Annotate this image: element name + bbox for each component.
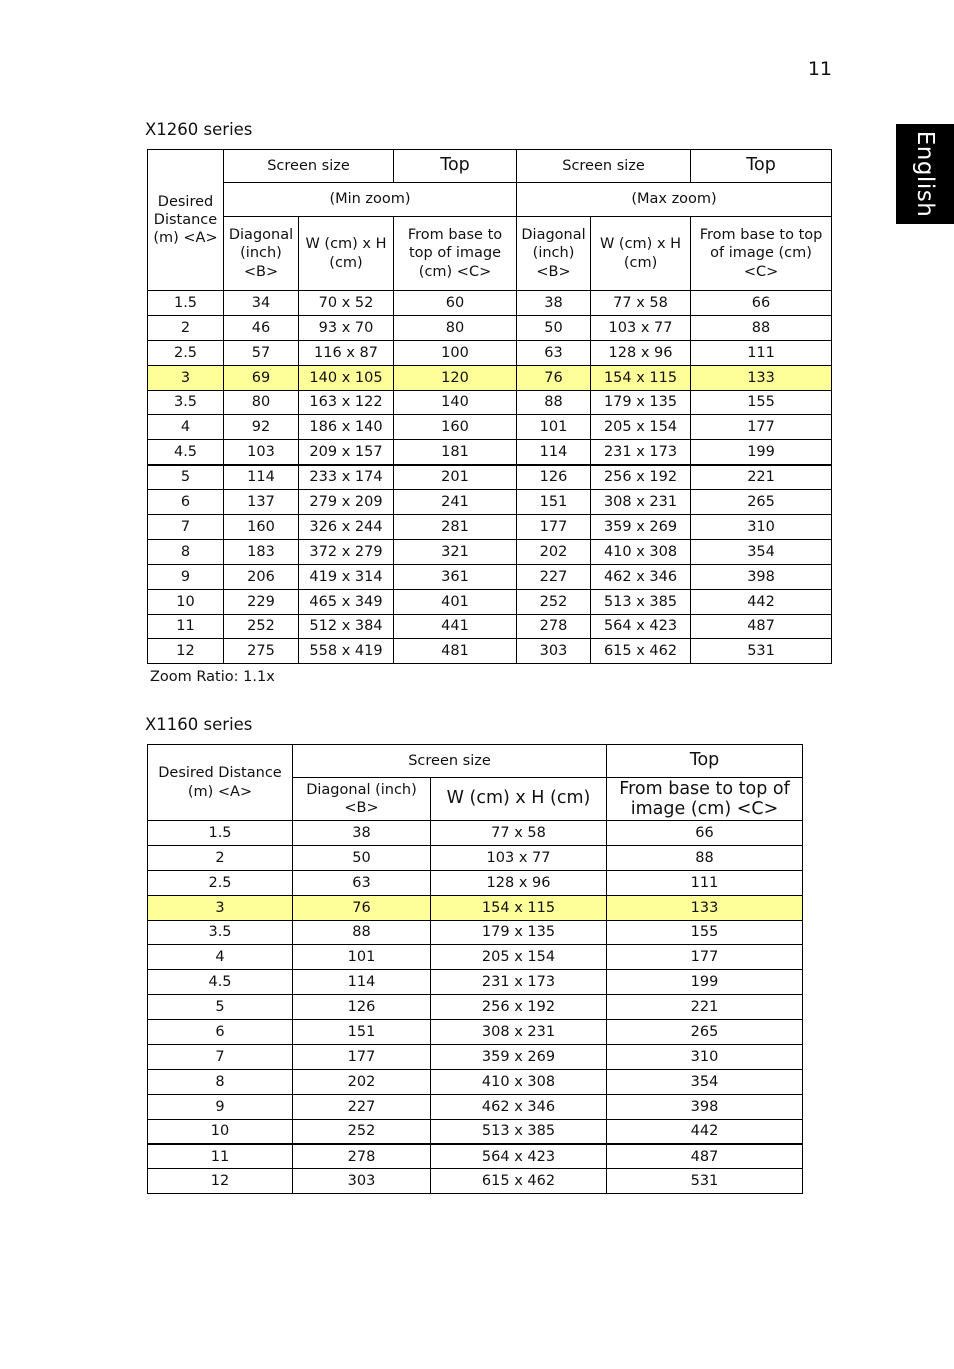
table-cell: 310 [691, 515, 832, 540]
table-cell: 2.5 [148, 340, 224, 365]
table-cell: 205 x 154 [431, 945, 607, 970]
x1160-title: X1160 series [145, 715, 253, 734]
table-cell: 133 [691, 365, 832, 390]
table-cell: 5 [148, 465, 224, 490]
table-row [148, 995, 803, 1020]
x1160-table-body [148, 821, 803, 1194]
table-row [148, 845, 803, 870]
table-cell: 308 x 231 [591, 490, 691, 515]
table-cell: 3 [148, 365, 224, 390]
page-number: 11 [807, 58, 832, 80]
table-cell: 66 [691, 291, 832, 316]
table-cell: 487 [607, 1144, 803, 1169]
table-cell: 303 [293, 1169, 431, 1194]
table-cell: 181 [394, 440, 517, 465]
table-cell: 154 x 115 [591, 365, 691, 390]
table-row [148, 920, 803, 945]
table-cell: 441 [394, 614, 517, 639]
table-row [148, 515, 832, 540]
table-cell: 114 [517, 440, 591, 465]
table-row [148, 1020, 803, 1045]
table-cell: 410 x 308 [591, 539, 691, 564]
table-cell: 252 [224, 614, 299, 639]
language-tab-label: English [912, 130, 938, 218]
table-cell: 111 [691, 340, 832, 365]
table-cell: 308 x 231 [431, 1020, 607, 1045]
table-cell: 154 x 115 [431, 895, 607, 920]
table-cell: 179 x 135 [431, 920, 607, 945]
table-cell: 12 [148, 1169, 293, 1194]
table-cell: 111 [607, 870, 803, 895]
table-cell: 126 [293, 995, 431, 1020]
table-row [148, 821, 803, 846]
table-cell: 80 [394, 315, 517, 340]
table-cell: 398 [691, 564, 832, 589]
header-diagonal-max: Diagonal (inch) <B> [517, 217, 591, 291]
table-cell: 116 x 87 [299, 340, 394, 365]
table-cell: 462 x 346 [591, 564, 691, 589]
language-tab [896, 124, 954, 224]
x1260-title: X1260 series [145, 120, 253, 139]
table-cell: 531 [607, 1169, 803, 1194]
table-cell: 140 [394, 390, 517, 415]
table-row [148, 895, 803, 920]
table-cell: 101 [517, 415, 591, 440]
table-cell: 205 x 154 [591, 415, 691, 440]
table-cell: 564 x 423 [591, 614, 691, 639]
table-row [148, 1045, 803, 1070]
table-cell: 359 x 269 [591, 515, 691, 540]
table-cell: 88 [691, 315, 832, 340]
table-cell: 151 [293, 1020, 431, 1045]
table-cell: 11 [148, 1144, 293, 1169]
table-cell: 4 [148, 415, 224, 440]
table-row [148, 490, 832, 515]
table-cell: 6 [148, 490, 224, 515]
table-cell: 419 x 314 [299, 564, 394, 589]
table-cell: 310 [607, 1045, 803, 1070]
table-cell: 92 [224, 415, 299, 440]
table-cell: 199 [691, 440, 832, 465]
table-cell: 241 [394, 490, 517, 515]
header-diagonal-min: Diagonal (inch) <B> [224, 217, 299, 291]
table-cell: 281 [394, 515, 517, 540]
table-cell: 4.5 [148, 970, 293, 995]
table-cell: 513 x 385 [431, 1119, 607, 1144]
table-cell: 227 [293, 1094, 431, 1119]
table-cell: 128 x 96 [591, 340, 691, 365]
table-cell: 160 [394, 415, 517, 440]
table-cell: 10 [148, 589, 224, 614]
table-cell: 11 [148, 614, 224, 639]
table-cell: 186 x 140 [299, 415, 394, 440]
table-cell: 76 [517, 365, 591, 390]
header-screen-size: Screen size [293, 745, 607, 778]
table-cell: 63 [517, 340, 591, 365]
table-row [148, 870, 803, 895]
header-distance: Desired Distance (m) <A> [148, 745, 293, 821]
table-cell: 442 [691, 589, 832, 614]
table-row [148, 1144, 803, 1169]
table-cell: 93 x 70 [299, 315, 394, 340]
table-cell: 163 x 122 [299, 390, 394, 415]
table-cell: 177 [691, 415, 832, 440]
table-cell: 2 [148, 315, 224, 340]
table-cell: 100 [394, 340, 517, 365]
table-row [148, 539, 832, 564]
table-cell: 179 x 135 [591, 390, 691, 415]
table-cell: 3 [148, 895, 293, 920]
table-cell: 69 [224, 365, 299, 390]
table-cell: 9 [148, 564, 224, 589]
table-cell: 3.5 [148, 920, 293, 945]
table-row [148, 1069, 803, 1094]
table-cell: 321 [394, 539, 517, 564]
table-row [148, 340, 832, 365]
table-cell: 252 [293, 1119, 431, 1144]
table-cell: 558 x 419 [299, 639, 394, 664]
table-cell: 278 [517, 614, 591, 639]
table-cell: 76 [293, 895, 431, 920]
table-cell: 512 x 384 [299, 614, 394, 639]
table-cell: 160 [224, 515, 299, 540]
header-wh-max: W (cm) x H (cm) [591, 217, 691, 291]
header-wh: W (cm) x H (cm) [431, 778, 607, 821]
table-cell: 1.5 [148, 821, 293, 846]
table-cell: 231 x 173 [431, 970, 607, 995]
table-cell: 2 [148, 845, 293, 870]
table-cell: 615 x 462 [431, 1169, 607, 1194]
table-cell: 80 [224, 390, 299, 415]
header-top-desc: From base to top of image (cm) <C> [607, 778, 803, 821]
table-row [148, 1094, 803, 1119]
table-row [148, 564, 832, 589]
table-cell: 442 [607, 1119, 803, 1144]
table-cell: 513 x 385 [591, 589, 691, 614]
table-cell: 34 [224, 291, 299, 316]
header-screen-size-max: Screen size [517, 150, 691, 183]
table-cell: 202 [293, 1069, 431, 1094]
table-cell: 201 [394, 465, 517, 490]
header-top-desc-min: From base to top of image (cm) <C> [394, 217, 517, 291]
table-cell: 7 [148, 1045, 293, 1070]
table-cell: 5 [148, 995, 293, 1020]
header-wh-min: W (cm) x H (cm) [299, 217, 394, 291]
x1260-table [147, 149, 832, 664]
table-cell: 252 [517, 589, 591, 614]
header-min-zoom: (Min zoom) [224, 183, 517, 217]
x1260-table-body [148, 291, 832, 664]
table-cell: 38 [517, 291, 591, 316]
table-row [148, 639, 832, 664]
table-row [148, 440, 832, 465]
table-cell: 103 x 77 [431, 845, 607, 870]
table-row [148, 365, 832, 390]
table-cell: 221 [607, 995, 803, 1020]
table-cell: 133 [607, 895, 803, 920]
table-cell: 303 [517, 639, 591, 664]
table-cell: 221 [691, 465, 832, 490]
table-cell: 60 [394, 291, 517, 316]
table-cell: 151 [517, 490, 591, 515]
table-cell: 140 x 105 [299, 365, 394, 390]
table-cell: 199 [607, 970, 803, 995]
table-cell: 57 [224, 340, 299, 365]
table-cell: 481 [394, 639, 517, 664]
table-cell: 229 [224, 589, 299, 614]
table-cell: 46 [224, 315, 299, 340]
table-cell: 183 [224, 539, 299, 564]
table-cell: 398 [607, 1094, 803, 1119]
table-row [148, 1169, 803, 1194]
table-cell: 7 [148, 515, 224, 540]
table-row [148, 465, 832, 490]
table-row [148, 614, 832, 639]
table-cell: 2.5 [148, 870, 293, 895]
table-cell: 66 [607, 821, 803, 846]
table-row [148, 1119, 803, 1144]
table-cell: 410 x 308 [431, 1069, 607, 1094]
table-cell: 256 x 192 [431, 995, 607, 1020]
table-cell: 265 [607, 1020, 803, 1045]
table-cell: 9 [148, 1094, 293, 1119]
table-row [148, 291, 832, 316]
table-row [148, 315, 832, 340]
header-top: Top [607, 745, 803, 778]
header-screen-size-min: Screen size [224, 150, 394, 183]
table-cell: 120 [394, 365, 517, 390]
table-cell: 231 x 173 [591, 440, 691, 465]
header-distance: Desired Distance (m) <A> [148, 150, 224, 291]
table-cell: 177 [517, 515, 591, 540]
table-cell: 359 x 269 [431, 1045, 607, 1070]
table-cell: 275 [224, 639, 299, 664]
table-cell: 354 [607, 1069, 803, 1094]
table-cell: 128 x 96 [431, 870, 607, 895]
table-cell: 88 [607, 845, 803, 870]
table-row [148, 945, 803, 970]
table-cell: 265 [691, 490, 832, 515]
x1160-table [147, 744, 803, 1194]
table-cell: 326 x 244 [299, 515, 394, 540]
table-cell: 101 [293, 945, 431, 970]
table-cell: 63 [293, 870, 431, 895]
table-cell: 77 x 58 [591, 291, 691, 316]
header-top-desc-max: From base to top of image (cm) <C> [691, 217, 832, 291]
table-cell: 38 [293, 821, 431, 846]
table-cell: 6 [148, 1020, 293, 1045]
table-cell: 70 x 52 [299, 291, 394, 316]
table-cell: 1.5 [148, 291, 224, 316]
table-cell: 50 [517, 315, 591, 340]
table-cell: 227 [517, 564, 591, 589]
table-cell: 8 [148, 539, 224, 564]
table-cell: 279 x 209 [299, 490, 394, 515]
table-cell: 564 x 423 [431, 1144, 607, 1169]
header-max-zoom: (Max zoom) [517, 183, 832, 217]
table-cell: 114 [224, 465, 299, 490]
table-cell: 88 [293, 920, 431, 945]
table-cell: 177 [293, 1045, 431, 1070]
table-cell: 354 [691, 539, 832, 564]
table-cell: 137 [224, 490, 299, 515]
table-cell: 361 [394, 564, 517, 589]
table-cell: 177 [607, 945, 803, 970]
table-cell: 126 [517, 465, 591, 490]
table-cell: 233 x 174 [299, 465, 394, 490]
table-cell: 103 x 77 [591, 315, 691, 340]
table-cell: 372 x 279 [299, 539, 394, 564]
header-diagonal: Diagonal (inch) <B> [293, 778, 431, 821]
table-cell: 77 x 58 [431, 821, 607, 846]
table-row [148, 390, 832, 415]
table-row [148, 589, 832, 614]
table-row [148, 415, 832, 440]
table-cell: 487 [691, 614, 832, 639]
table-cell: 10 [148, 1119, 293, 1144]
table-cell: 4.5 [148, 440, 224, 465]
table-cell: 206 [224, 564, 299, 589]
table-cell: 12 [148, 639, 224, 664]
table-cell: 8 [148, 1069, 293, 1094]
table-cell: 3.5 [148, 390, 224, 415]
table-cell: 465 x 349 [299, 589, 394, 614]
table-cell: 615 x 462 [591, 639, 691, 664]
table-cell: 462 x 346 [431, 1094, 607, 1119]
table-cell: 531 [691, 639, 832, 664]
table-cell: 103 [224, 440, 299, 465]
table-cell: 202 [517, 539, 591, 564]
table-cell: 4 [148, 945, 293, 970]
table-cell: 256 x 192 [591, 465, 691, 490]
table-cell: 114 [293, 970, 431, 995]
header-top-min: Top [394, 150, 517, 183]
table-row [148, 970, 803, 995]
table-cell: 401 [394, 589, 517, 614]
table-cell: 155 [607, 920, 803, 945]
table-cell: 209 x 157 [299, 440, 394, 465]
zoom-ratio-note: Zoom Ratio: 1.1x [150, 669, 275, 685]
table-cell: 278 [293, 1144, 431, 1169]
header-top-max: Top [691, 150, 832, 183]
table-cell: 155 [691, 390, 832, 415]
table-cell: 88 [517, 390, 591, 415]
table-cell: 50 [293, 845, 431, 870]
